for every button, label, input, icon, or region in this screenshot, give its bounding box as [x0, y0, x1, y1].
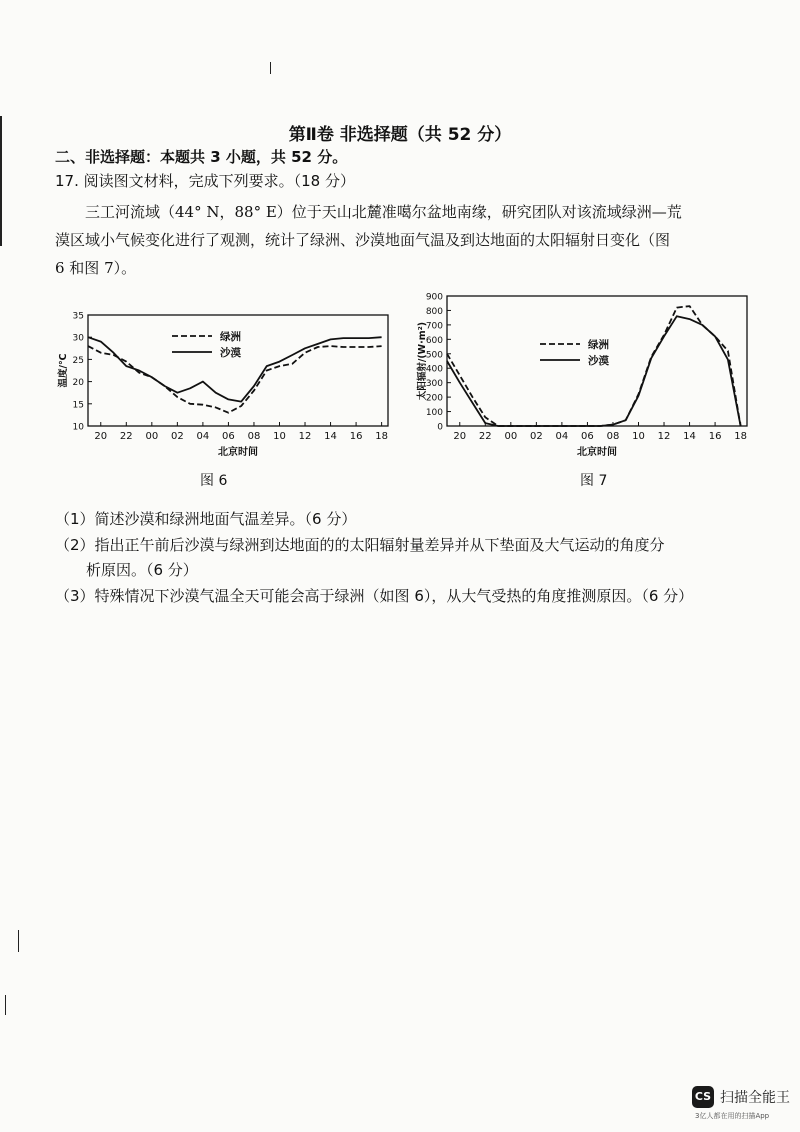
y-tick-label: 35	[72, 311, 84, 322]
x-tick-label: 18	[375, 431, 388, 442]
x-tick-label: 08	[606, 431, 620, 442]
y-axis-label: 温度/℃	[58, 353, 69, 388]
question-17-title: 17. 阅读图文材料，完成下列要求。（18 分）	[55, 172, 355, 190]
camscanner-tagline: 3亿人都在用的扫描App	[695, 1112, 770, 1120]
legend-label: 沙漠	[588, 355, 609, 367]
y-tick-label: 30	[72, 333, 84, 344]
scan-mark	[18, 930, 19, 952]
x-tick-label: 16	[708, 431, 722, 442]
section-heading: 第Ⅱ卷 非选择题（共 52 分）	[288, 125, 512, 145]
legend-label: 沙漠	[220, 347, 241, 359]
material-line: 三工河流域（44° N，88° E）位于天山北麓准噶尔盆地南缘，研究团队对该流域绿洲—荒	[85, 203, 682, 221]
sub-question-3: （3）特殊情况下沙漠气温全天可能会高于绿洲（如图 6），从大气受热的角度推测原因。（6 分）	[55, 587, 694, 605]
y-tick-label: 400	[425, 364, 443, 375]
figure-6-caption: 图 6	[200, 473, 228, 489]
x-tick-label: 00	[145, 431, 159, 442]
y-tick-label: 20	[72, 378, 84, 389]
x-tick-label: 20	[94, 431, 108, 442]
section-instructions: 二、非选择题：本题共 3 小题，共 52 分。	[55, 148, 348, 166]
y-tick-label: 800	[425, 306, 443, 317]
x-tick-label: 14	[324, 431, 337, 442]
y-tick-label: 900	[425, 292, 443, 303]
y-axis-label: 太阳辐射/(W·m²)	[417, 321, 428, 401]
x-tick-label: 22	[119, 431, 133, 442]
camscanner-logo: CS	[692, 1086, 714, 1108]
x-tick-label: 12	[298, 431, 312, 442]
material-line: 漠区域小气候变化进行了观测，统计了绿洲、沙漠地面气温及到达地面的太阳辐射日变化（图	[55, 231, 671, 249]
y-tick-label: 700	[425, 321, 443, 332]
x-tick-label: 18	[734, 431, 747, 442]
y-tick-label: 500	[425, 350, 443, 361]
y-tick-label: 0	[437, 422, 443, 433]
sub-question-2: （2）指出正午前后沙漠与绿洲到达地面的的太阳辐射量差异并从下垫面及大气运动的角度分	[55, 536, 665, 554]
y-tick-label: 200	[425, 393, 443, 404]
x-tick-label: 22	[478, 431, 492, 442]
x-tick-label: 06	[581, 431, 594, 442]
material-line: 6 和图 7）。	[55, 259, 137, 277]
x-tick-label: 20	[453, 431, 467, 442]
y-tick-label: 100	[425, 408, 443, 419]
x-tick-label: 06	[222, 431, 235, 442]
legend-label: 绿洲	[588, 339, 609, 351]
series-line-desert	[447, 316, 741, 426]
y-tick-label: 25	[72, 355, 84, 366]
x-tick-label: 10	[632, 431, 645, 442]
x-tick-label: 02	[170, 431, 184, 442]
figure-7-radiation-chart	[405, 282, 760, 470]
figure-6-temperature-chart	[40, 290, 400, 470]
x-tick-label: 16	[349, 431, 363, 442]
y-tick-label: 300	[425, 379, 443, 390]
scan-mark	[270, 62, 271, 74]
x-axis-label: 北京时间	[577, 447, 617, 458]
x-tick-label: 10	[273, 431, 286, 442]
x-tick-label: 14	[683, 431, 696, 442]
scan-mark	[5, 995, 6, 1015]
question-17-material	[55, 198, 755, 282]
figure-7-caption: 图 7	[580, 473, 608, 489]
x-tick-label: 08	[247, 431, 261, 442]
y-tick-label: 10	[72, 422, 84, 433]
sub-question-2-cont: 析原因。（6 分）	[86, 561, 198, 579]
x-tick-label: 00	[504, 431, 518, 442]
camscanner-name: 扫描全能王	[720, 1090, 790, 1106]
x-tick-label: 12	[657, 431, 671, 442]
x-tick-label: 04	[196, 431, 210, 442]
sub-question-1: （1）简述沙漠和绿洲地面气温差异。（6 分）	[55, 510, 357, 528]
y-tick-label: 600	[425, 335, 443, 346]
x-axis-label: 北京时间	[218, 447, 258, 458]
x-tick-label: 02	[529, 431, 543, 442]
y-tick-label: 15	[72, 400, 84, 411]
legend-label: 绿洲	[220, 331, 241, 343]
x-tick-label: 04	[555, 431, 569, 442]
